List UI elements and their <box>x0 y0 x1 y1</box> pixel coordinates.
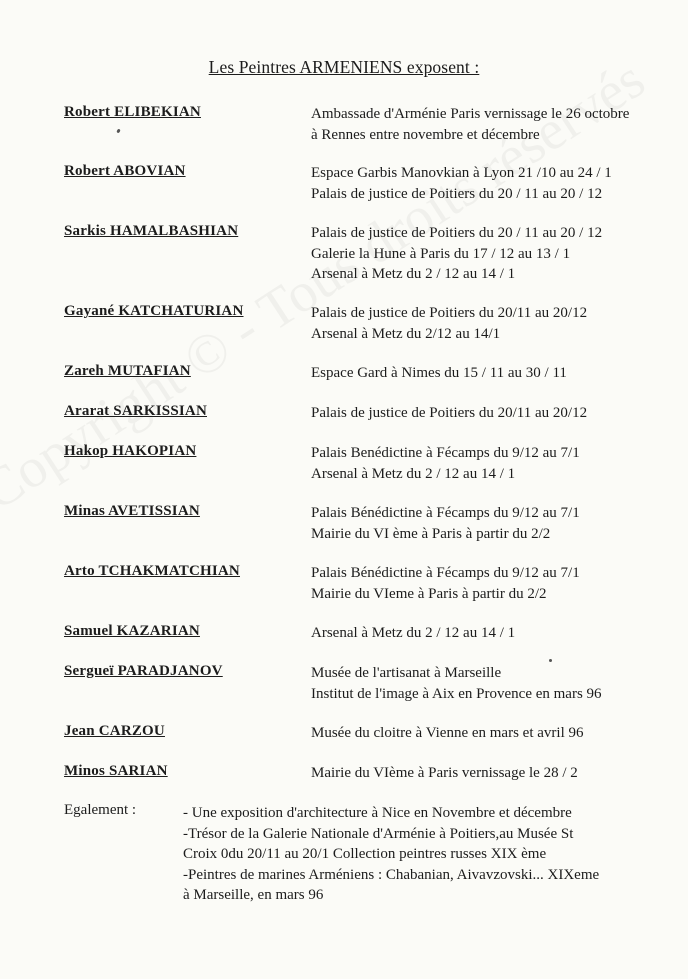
also-line: -Peintres de marines Arméniens : Chabanian, Aivavzovski... XIXeme <box>183 866 600 883</box>
exhibition-line: Palais de justice de Poitiers du 20/11 au 20/12 <box>311 405 588 421</box>
exhibition-line: Musée de l'artisanat à Marseille <box>311 665 502 681</box>
exhibition-line: Arsenal à Metz du 2 / 12 au 14 / 1 <box>311 266 516 282</box>
exhibition-line: Arsenal à Metz du 2/12 au 14/1 <box>311 325 501 342</box>
exhibition-line: Palais de justice de Poitiers du 20 / 11 au 20 / 12 <box>311 185 603 202</box>
exhibition-details <box>311 503 683 544</box>
artist-name: Sergueï PARADJANOV <box>64 663 223 679</box>
ink-speck <box>116 129 121 134</box>
exhibition-line: Espace Gard à Nimes du 15 / 11 au 30 / 11 <box>311 365 567 381</box>
also-list <box>183 803 678 906</box>
exhibition-line: Arsenal à Metz du 2 / 12 au 14 / 1 <box>311 465 516 482</box>
exhibition-details <box>311 723 683 744</box>
also-line: - Une exposition d'architecture à Nice en Novembre et décembre <box>183 805 572 821</box>
exhibition-details <box>311 223 683 285</box>
exhibition-details <box>311 663 683 704</box>
also-line: -Trésor de la Galerie Nationale d'Arménie à Poitiers,au Musée St <box>183 825 574 842</box>
artist-name: Samuel KAZARIAN <box>64 623 200 639</box>
exhibition-line: Palais Bénédictine à Fécamps du 9/12 au 7/1 <box>311 505 580 521</box>
exhibition-details <box>311 403 683 424</box>
exhibition-line: Musée du cloitre à Vienne en mars et avril 96 <box>311 725 584 741</box>
exhibition-line: Institut de l'image à Aix en Provence en mars 96 <box>311 685 602 702</box>
artist-name: Minas AVETISSIAN <box>64 503 200 519</box>
exhibition-details <box>311 563 683 604</box>
ink-speck <box>549 659 552 662</box>
artist-name: Robert ELIBEKIAN <box>64 104 201 120</box>
artist-name: Gayané KATCHATURIAN <box>64 303 244 319</box>
exhibition-line: Palais de justice de Poitiers du 20 / 11 au 20 / 12 <box>311 225 603 241</box>
artist-name: Minos SARIAN <box>64 763 168 779</box>
also-line: à Marseille, en mars 96 <box>183 887 324 903</box>
exhibition-line: à Rennes entre novembre et décembre <box>311 126 540 143</box>
exhibition-details <box>311 303 683 344</box>
exhibition-details <box>311 623 683 644</box>
exhibition-details <box>311 363 683 384</box>
exhibition-details <box>311 763 683 784</box>
exhibition-line: Mairie du VIème à Paris vernissage le 28 / 2 <box>311 765 578 781</box>
artist-name: Sarkis HAMALBASHIAN <box>64 223 239 239</box>
exhibition-line: Espace Garbis Manovkian à Lyon 21 /10 au 24 / 1 <box>311 165 612 181</box>
exhibition-line: Palais Bénédictine à Fécamps du 9/12 au 7/1 <box>311 565 580 581</box>
exhibition-line: Mairie du VI ème à Paris à partir du 2/2 <box>311 525 551 542</box>
artist-name: Arto TCHAKMATCHIAN <box>64 563 240 579</box>
exhibition-line: Galerie la Hune à Paris du 17 / 12 au 13 / 1 <box>311 245 571 262</box>
exhibition-details <box>311 104 683 145</box>
exhibition-details <box>311 163 683 204</box>
page-title: Les Peintres ARMENIENS exposent : <box>208 57 480 77</box>
exhibition-line: Arsenal à Metz du 2 / 12 au 14 / 1 <box>311 625 516 641</box>
artist-name: Hakop HAKOPIAN <box>64 443 197 459</box>
artist-name: Zareh MUTAFIAN <box>64 363 191 379</box>
also-label: Egalement : <box>64 802 137 818</box>
exhibition-line: Ambassade d'Arménie Paris vernissage le 26 octobre <box>311 106 630 122</box>
exhibition-line: Palais Benédictine à Fécamps du 9/12 au 7/1 <box>311 445 580 461</box>
artist-name: Ararat SARKISSIAN <box>64 403 207 419</box>
artist-name: Jean CARZOU <box>64 723 165 739</box>
exhibition-line: Mairie du VIeme à Paris à partir du 2/2 <box>311 585 547 602</box>
exhibition-line: Palais de justice de Poitiers du 20/11 au 20/12 <box>311 305 588 321</box>
exhibition-details <box>311 443 683 484</box>
also-line: Croix 0du 20/11 au 20/1 Collection peintres russes XIX ème <box>183 846 547 862</box>
artist-name: Robert ABOVIAN <box>64 163 186 179</box>
